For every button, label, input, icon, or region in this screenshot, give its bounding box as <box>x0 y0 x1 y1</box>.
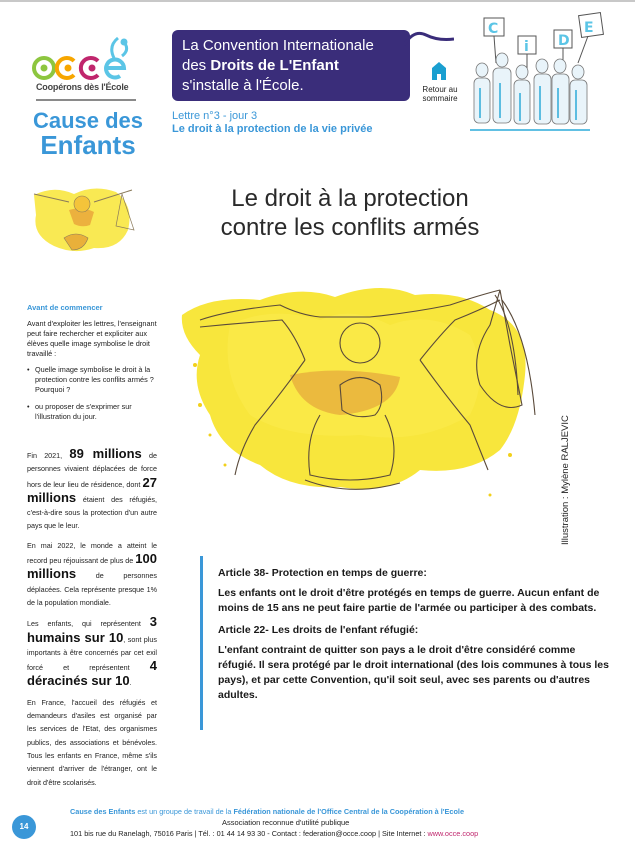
stats-text: étaient des réfugiés, c'est-à-dire sous la protection d'un autre pays que le leur. <box>27 494 157 531</box>
illustration-thumbnail <box>24 180 142 262</box>
stat-figure: 100 millions <box>27 551 157 582</box>
brand-title <box>28 108 148 158</box>
stats-text: , sont plus importants à être concernés par cet exil forcé et représentent <box>27 634 157 673</box>
cide-children-illustration <box>460 8 605 143</box>
article-heading: Article 38- Protection en temps de guerre: <box>218 567 427 579</box>
stats-paragraph-2 <box>27 539 157 609</box>
before-starting-box <box>27 303 157 429</box>
stats-text: En mai 2022, le monde a atteint le record peu réjouissant de plus de <box>27 540 157 566</box>
statistics-column <box>27 447 157 795</box>
logo-tagline: Coopérons dès l'École <box>36 82 129 92</box>
letter-number: Lettre n°3 - jour 3 <box>172 110 258 122</box>
occe-logo <box>30 30 140 105</box>
stats-paragraph-3 <box>27 615 157 689</box>
back-to-summary-link[interactable] <box>414 85 466 103</box>
footer-federation-name: Fédération nationale de l'Office Central de la Coopération à l'Ecole <box>233 807 465 816</box>
footer-contact-line <box>70 829 478 838</box>
footer-org-line <box>70 807 464 816</box>
stats-paragraph-4: En France, l'accueil des réfugiés et demandeurs d'asiles est organisé par les services de l'Etat, des organismes publics, des associations et bénévoles. Tous les enfants en France, même s'ils viennent d'arriver de l'étranger, ont le droit d'être scolarisés. <box>27 697 157 787</box>
home-label-line1: Retour au <box>422 85 458 94</box>
article-body: L'enfant contraint de quitter son pays a le droit d'être considéré comme réfugié. Il sera protégé par le droit international (des lois communes à tous les pays), et par cette Convention, qu'il soit seul, avec ses parents ou d'autres adultes. <box>218 644 609 701</box>
stat-figure: 27 millions <box>27 474 157 505</box>
banner-line3: s'installe à l'École. <box>182 77 304 94</box>
page-number-badge: 14 <box>12 815 36 839</box>
letter-info <box>172 110 373 136</box>
stats-text: de personnes déplacées. Cela représente presque 1% de la population mondiale. <box>27 571 157 607</box>
page-title-line1: Le droit à la protection <box>231 185 469 212</box>
home-icon[interactable] <box>432 62 446 80</box>
stats-text: Fin 2021, <box>27 451 70 460</box>
articles-box <box>200 556 610 730</box>
stats-text: . <box>129 678 132 688</box>
before-starting-bullet: • ou proposer de s'exprimer sur l'illustration du jour. <box>27 402 157 422</box>
before-starting-bullet: • Quelle image symbolise le droit à la protection contre les conflits armés ? Pourquoi ? <box>27 365 157 395</box>
home-label-line2: sommaire <box>422 94 458 103</box>
before-starting-intro: Avant d'exploiter les lettres, l'enseignant peut faire rechercher et expliciter aux élèves quelle image symbolise le droit travaillé : <box>27 319 157 358</box>
letter-subtitle: Le droit à la protection de la vie privée <box>172 123 373 135</box>
brand-title-line1: Cause des <box>32 108 144 133</box>
cide-letter-i: i <box>524 39 529 55</box>
convention-banner <box>172 30 410 101</box>
footer-association-line: Association reconnue d'utilité publique <box>222 818 350 827</box>
main-illustration <box>170 265 550 540</box>
top-border <box>0 0 635 2</box>
brand-title-line2: Enfants <box>40 130 136 160</box>
stats-paragraph-1 <box>27 447 157 533</box>
page-title-line2: contre les conflits armés <box>220 214 480 241</box>
before-starting-list <box>27 365 157 422</box>
banner-line2-bold: Droits de L'Enfant <box>210 57 339 74</box>
stats-text: Les enfants, qui représentent <box>27 619 150 629</box>
logo-divider <box>36 99 136 101</box>
website-link[interactable]: www.occe.coop <box>427 829 479 838</box>
cide-letter-e: E <box>584 20 594 36</box>
banner-swoosh <box>404 27 454 49</box>
page-title <box>180 184 520 242</box>
article-body: Les enfants ont le droit d'être protégés en temps de guerre. Aucun enfant de moins de 15 ans ne peut faire partie de l'armée ou participer à des combats. <box>218 587 600 614</box>
before-starting-heading: Avant de commencer <box>27 303 103 312</box>
cide-letter-d: D <box>558 33 570 49</box>
footer-org-name: Cause des Enfants <box>70 807 136 816</box>
footer-address: 101 bis rue du Ranelagh, 75016 Paris | Tél. : 01 44 14 93 30 - Contact : federation@occe.coop | Site Internet : <box>70 829 428 838</box>
footer-text: est un groupe de travail de la <box>135 807 234 816</box>
stats-text: de personnes vivaient déplacées de force hors de leur lieu de résidence, dont <box>27 451 157 489</box>
banner-line2 <box>182 56 400 76</box>
stat-figure: 4 déracinés sur 10 <box>27 658 157 689</box>
banner-line1: La Convention Internationale <box>182 37 374 54</box>
stat-figure: 89 millions <box>69 446 142 461</box>
illustration-credit: Illustration : Mylène RALJEVIC <box>560 415 571 545</box>
stat-figure: 3 humains sur 10 <box>27 614 157 645</box>
article-heading: Article 22- Les droits de l'enfant réfugié: <box>218 624 419 636</box>
cide-letter-c: C <box>488 21 499 37</box>
banner-line2-prefix: des <box>182 57 211 74</box>
